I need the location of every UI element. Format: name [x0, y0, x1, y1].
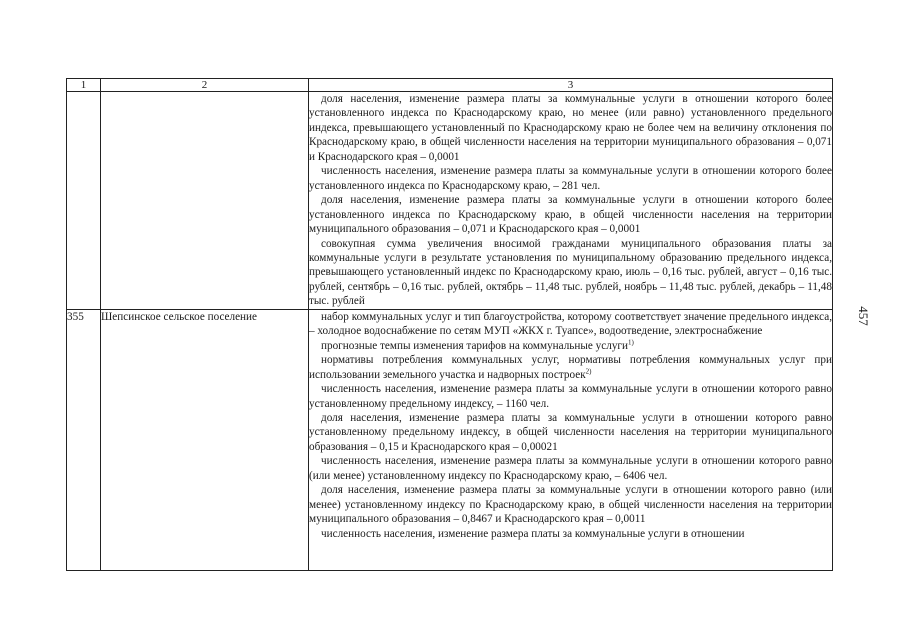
- municipality-name: Шепсинское сельское поселение: [101, 309, 309, 570]
- detail-paragraph: набор коммунальных услуг и тип благоустройства, которому соответствует значение предельного индекса, – холодное водоснабжение по сетям МУП «ЖКХ г. Туапсе», водоотведение, электроснабжение: [309, 310, 832, 338]
- table-row: [67, 309, 833, 570]
- detail-paragraph: доля населения, изменение размера платы за коммунальные услуги в отношении которого равно (или менее) установленному индексу по Краснодарскому краю, в общей численности населения на территории муниципального образования – 0,8467 и Краснодарского края – 0,0011: [309, 484, 832, 526]
- paragraph-text: прогнозные темпы изменения тарифов на коммунальные услуги: [321, 339, 628, 352]
- tariff-table: [66, 78, 833, 571]
- detail-paragraph: численность населения, изменение размера платы за коммунальные услуги в отношении: [321, 527, 745, 540]
- row-details: [309, 92, 833, 310]
- table-row: [67, 92, 833, 310]
- detail-paragraph: [309, 339, 832, 353]
- detail-paragraph: численность населения, изменение размера платы за коммунальные услуги в отношении которого равно (или менее) установленному индексу по Краснодарскому краю, – 6406 чел.: [309, 455, 832, 482]
- municipality-name: [101, 92, 309, 310]
- detail-paragraph: [309, 353, 832, 382]
- paragraph-text: нормативы потребления коммунальных услуг, нормативы потребления коммунальных услуг при использовании земельного участка и надворных построек: [309, 354, 832, 381]
- detail-paragraph: численность населения, изменение размера платы за коммунальные услуги в отношении которого более установленного индекса по Краснодарскому краю, – 281 чел.: [309, 165, 832, 192]
- detail-paragraph: доля населения, изменение размера платы за коммунальные услуги в отношении которого равно установленному предельному индексу, в общей численности населения на территории муниципального образования – 0,15 и Краснодарского края – 0,00021: [309, 411, 832, 453]
- row-number: 355: [67, 309, 101, 570]
- row-number: [67, 92, 101, 310]
- detail-paragraph: доля населения, изменение размера платы за коммунальные услуги в отношении которого более установленного индекса по Краснодарскому краю, но менее (или равно) установленного предельного индекса, превышающего установленный по Краснодарскому краю не более чем на величину отклонения по Краснодарскому краю, в общей численности населения на территории муниципального образования – 0,071 и Краснодарского края – 0,0001: [309, 93, 832, 163]
- detail-paragraph: совокупная сумма увеличения вносимой гражданами муниципального образования платы за коммунальные услуги в результате установления по муниципальному образованию предельного индекса, превышающего установленный индекс по Краснодарскому краю, июль – 0,16 тыс. рублей, август – 0,16 тыс. рублей, сентябрь – 0,16 тыс. рублей, октябрь – 11,48 тыс. рублей, ноябрь – 11,48 тыс. рублей, декабрь – 11,48 тыс. рублей: [309, 237, 832, 308]
- column-header-3: 3: [309, 79, 833, 92]
- page-number: 457: [856, 306, 871, 326]
- column-header-2: 2: [101, 79, 309, 92]
- row-details: [309, 309, 833, 570]
- detail-paragraph: численность населения, изменение размера платы за коммунальные услуги в отношении которого равно установленному предельному индексу, – 1160 чел.: [309, 383, 832, 410]
- footnote-marker: 1): [627, 337, 634, 346]
- detail-paragraph: доля населения, изменение размера платы за коммунальные услуги в отношении которого более установленного индекса по Краснодарскому краю, в общей численности населения на территории муниципального образования – 0,071 и Краснодарского края – 0,0001: [309, 194, 832, 236]
- column-header-1: 1: [67, 79, 101, 92]
- table-header: [67, 79, 833, 92]
- footnote-marker: 2): [585, 366, 592, 375]
